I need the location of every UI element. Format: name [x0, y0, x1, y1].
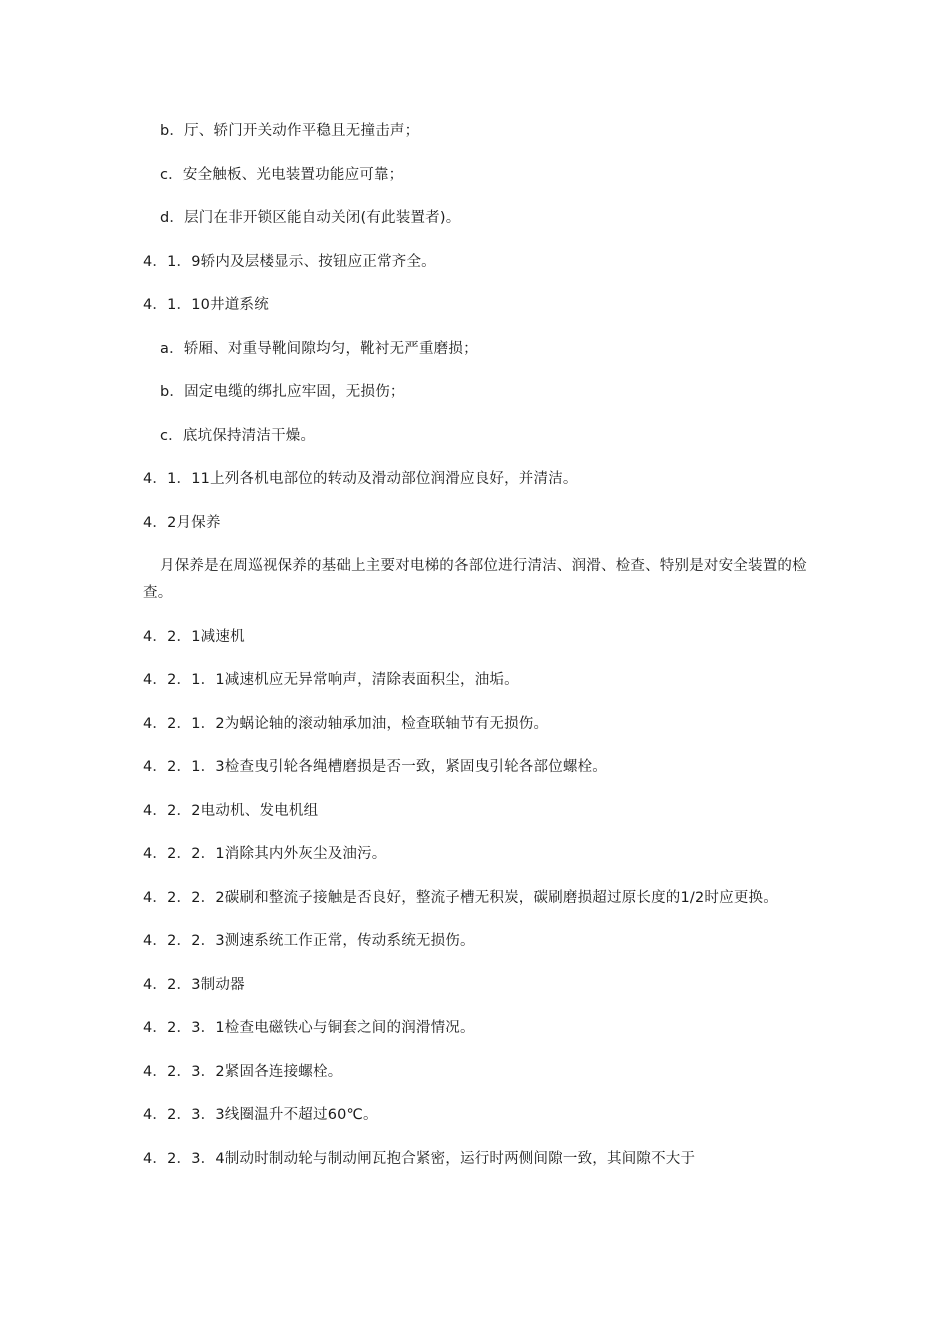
paragraph: 4．2．3．2紧固各连接螺栓。 [143, 1063, 343, 1080]
paragraph: 月保养是在周巡视保养的基础上主要对电梯的各部位进行清洁、润滑、检查、特别是对安全装置的检查。 [143, 558, 807, 601]
paragraph: 4．1．9轿内及层楼显示、按钮应正常齐全。 [143, 253, 436, 270]
paragraph: 4．2．3．4制动时制动轮与制动闸瓦抱合紧密，运行时两侧间隙一致，其间隙不大于 [143, 1150, 696, 1167]
paragraph: 4．2．3．1检查电磁铁心与铜套之间的润滑情况。 [143, 1020, 475, 1036]
section-heading: 4．2．1减速机 [143, 628, 245, 645]
paragraph: 4．2．2．3测速系统工作正常，传动系统无损伤。 [143, 933, 475, 949]
paragraph: 4．2．1．2为蜗论轴的滚动轴承加油，检查联轴节有无损伤。 [143, 715, 549, 732]
paragraph: 4．2．1．3检查曳引轮各绳槽磨损是否一致，紧固曳引轮各部位螺栓。 [143, 759, 607, 775]
paragraph: 4．2．3．3线圈温升不超过60℃。 [143, 1107, 378, 1123]
paragraph: 4．2．2．1消除其内外灰尘及油污。 [143, 846, 387, 862]
paragraph: d．层门在非开锁区能自动关闭(有此装置者)。 [160, 210, 461, 226]
paragraph: b．固定电缆的绑扎应牢固，无损伤； [160, 384, 405, 400]
paragraph: a．轿厢、对重导靴间隙均匀，靴衬无严重磨损； [160, 340, 478, 357]
paragraph: c．底坑保持清洁干燥。 [160, 427, 316, 444]
document-body [143, 118, 807, 1173]
section-heading: 4．2．2电动机、发电机组 [143, 802, 319, 819]
section-heading: 4．2．3制动器 [143, 976, 245, 993]
section-heading: 4．1．10井道系统 [143, 297, 269, 313]
paragraph: 4．2．1．1减速机应无异常响声，清除表面积尘，油垢。 [143, 672, 519, 688]
paragraph: b．厅、轿门开关动作平稳且无撞击声； [160, 123, 420, 139]
paragraph: 4．1．11上列各机电部位的转动及滑动部位润滑应良好，并清洁。 [143, 471, 578, 487]
section-heading: 4．2月保养 [143, 514, 221, 531]
paragraph: 4．2．2．2碳刷和整流子接触是否良好，整流子槽无积炭，碳刷磨损超过原长度的1/2时应更换。 [143, 889, 778, 906]
paragraph: c．安全触板、光电装置功能应可靠； [160, 166, 404, 183]
